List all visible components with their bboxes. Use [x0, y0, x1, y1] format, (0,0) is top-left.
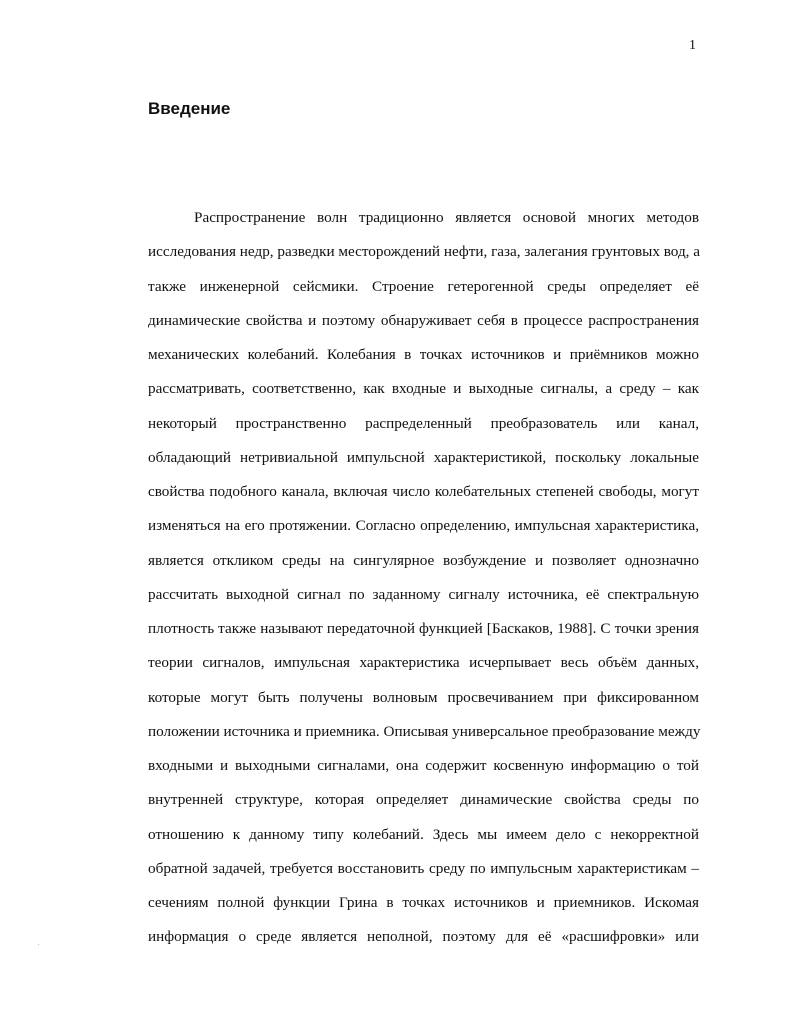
text-line: теории сигналов, импульсная характеристика исчерпывает весь объём данных,	[148, 654, 699, 672]
text-line: плотность также называют передаточной функцией [Баскаков, 1988]. С точки зрения	[148, 620, 699, 637]
section-heading: Введение	[148, 99, 231, 118]
text-line: обратной задачей, требуется восстановить среду по импульсным характеристикам –	[148, 859, 699, 877]
text-line: обладающий нетривиальной импульсной характеристикой, поскольку локальные	[148, 448, 699, 466]
text-line: также инженерной сейсмики. Строение гетерогенной среды определяет её	[148, 277, 699, 295]
text-line: внутренней структуре, которая определяет динамические свойства среды по	[148, 791, 699, 809]
text-line: исследования недр, разведки месторождений нефти, газа, залегания грунтовых вод, а	[148, 243, 701, 261]
text-line: сечениям полной функции Грина в точках источников и приемников. Искомая	[148, 894, 699, 911]
text-line: механических колебаний. Колебания в точках источников и приёмников можно	[148, 346, 699, 363]
body-paragraph	[148, 201, 699, 955]
text-line: свойства подобного канала, включая число колебательных степеней свободы, могут	[148, 483, 699, 500]
text-line: рассматривать, соответственно, как входные и выходные сигналы, а среду – как	[148, 380, 699, 398]
text-line: изменяться на его протяжении. Согласно определению, импульсная характеристика,	[148, 517, 699, 535]
text-line: входными и выходными сигналами, она содержит косвенную информацию о той	[148, 757, 699, 774]
text-line: Распространение волн традиционно является основой многих методов	[194, 209, 699, 226]
text-line: является откликом среды на сингулярное возбуждение и позволяет однозначно	[148, 551, 699, 569]
text-line: положении источника и приемника. Описывая универсальное преобразование между	[148, 722, 701, 740]
scan-speck	[38, 944, 39, 945]
text-line: информация о среде является неполной, поэтому для её «расшифровки» или	[148, 928, 699, 946]
text-line: динамические свойства и поэтому обнаруживает себя в процессе распространения	[148, 311, 699, 329]
text-line: отношению к данному типу колебаний. Здесь мы имеем дело с некорректной	[148, 825, 699, 843]
text-line: которые могут быть получены волновым просвечиванием при фиксированном	[148, 688, 699, 706]
text-line: рассчитать выходной сигнал по заданному сигналу источника, её спектральную	[148, 585, 699, 603]
text-line: некоторый пространственно распределенный преобразователь или канал,	[148, 414, 699, 432]
page-number: 1	[689, 38, 696, 53]
